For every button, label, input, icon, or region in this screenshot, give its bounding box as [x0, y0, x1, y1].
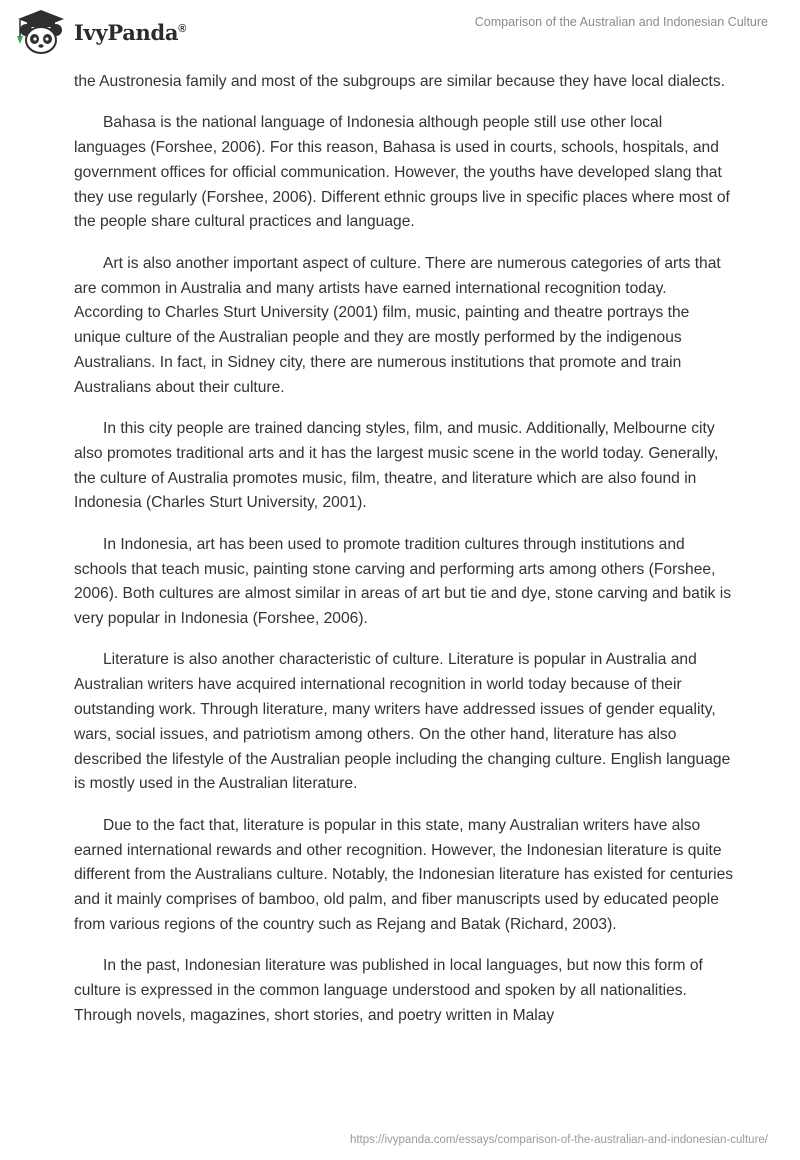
panda-graduate-icon: [12, 8, 70, 56]
paragraph: the Austronesia family and most of the subgroups are similar because they have local dialects.: [74, 73, 725, 90]
page-header: [0, 0, 800, 62]
paragraph: Art is also another important aspect of culture. There are numerous categories of arts that are common in Australia and many artists have earned international recognition today. According to Charles Sturt University (2001) film, music, painting and theatre portrays the unique culture of the Australian people and they are mostly performed by the indigenous Australians. In fact, in Sidney city, there are numerous institutions that promote and train Australians about their culture.: [74, 254, 721, 396]
ivypanda-logo[interactable]: [12, 8, 186, 56]
paragraph: Due to the fact that, literature is popular in this state, many Australian writers have also earned international rewards and other recognition. However, the Indonesian literature is quite different from the Australians culture. Notably, the Indonesian literature has existed for centuries and it mainly comprises of bamboo, old palm, and fiber manuscripts used by educated people from various regions of the country such as Rejang and Batak (Richard, 2003).: [74, 816, 734, 933]
paragraph: Literature is also another characteristic of culture. Literature is popular in Australia and Australian writers have acquired international recognition in world today because of their outstanding work. Through literature, many writers have addressed issues of gender equality, wars, social issues, and patriotism among others. On the other hand, literature has also described the lifestyle of the Australian people including the changing culture. English language is mostly used in the Australian literature.: [74, 651, 731, 793]
paragraph: Bahasa is the national language of Indonesia although people still use other local languages (Forshee, 2006). For this reason, Bahasa is used in courts, schools, hospitals, and government offices for official communication. However, the youths have developed slang that they use regularly (Forshee, 2006). Different ethnic groups live in specific places where most of the people share cultural practices and language.: [74, 114, 730, 231]
brand-name: IvyPanda®: [74, 19, 187, 45]
paragraph: In the past, Indonesian literature was published in local languages, but now this form of culture is expressed in the common language understood and spoken by all nationalities. Through novels, magazines, short stories, and poetry written in Malay: [74, 957, 703, 1024]
paragraph: In this city people are trained dancing styles, film, and music. Additionally, Melbourne city also promotes traditional arts and it has the largest music scene in the world today. Generally, the culture of Australia promotes music, film, theatre, and literature which are also found in Indonesia (Charles Sturt University, 2001).: [74, 420, 719, 512]
source-url[interactable]: https://ivypanda.com/essays/comparison-of-the-australian-and-indonesian-culture/: [349, 1134, 768, 1146]
document-title: Comparison of the Australian and Indonesian Culture: [474, 15, 768, 29]
paragraph: In Indonesia, art has been used to promote tradition cultures through institutions and schools that teach music, painting stone carving and performing arts among others (Forshee, 2006). Both cultures are almost similar in areas of art but tie and dye, stone carving and batik is very popular in Indonesia (Forshee, 2006).: [74, 535, 732, 628]
essay-body: [74, 70, 734, 1045]
